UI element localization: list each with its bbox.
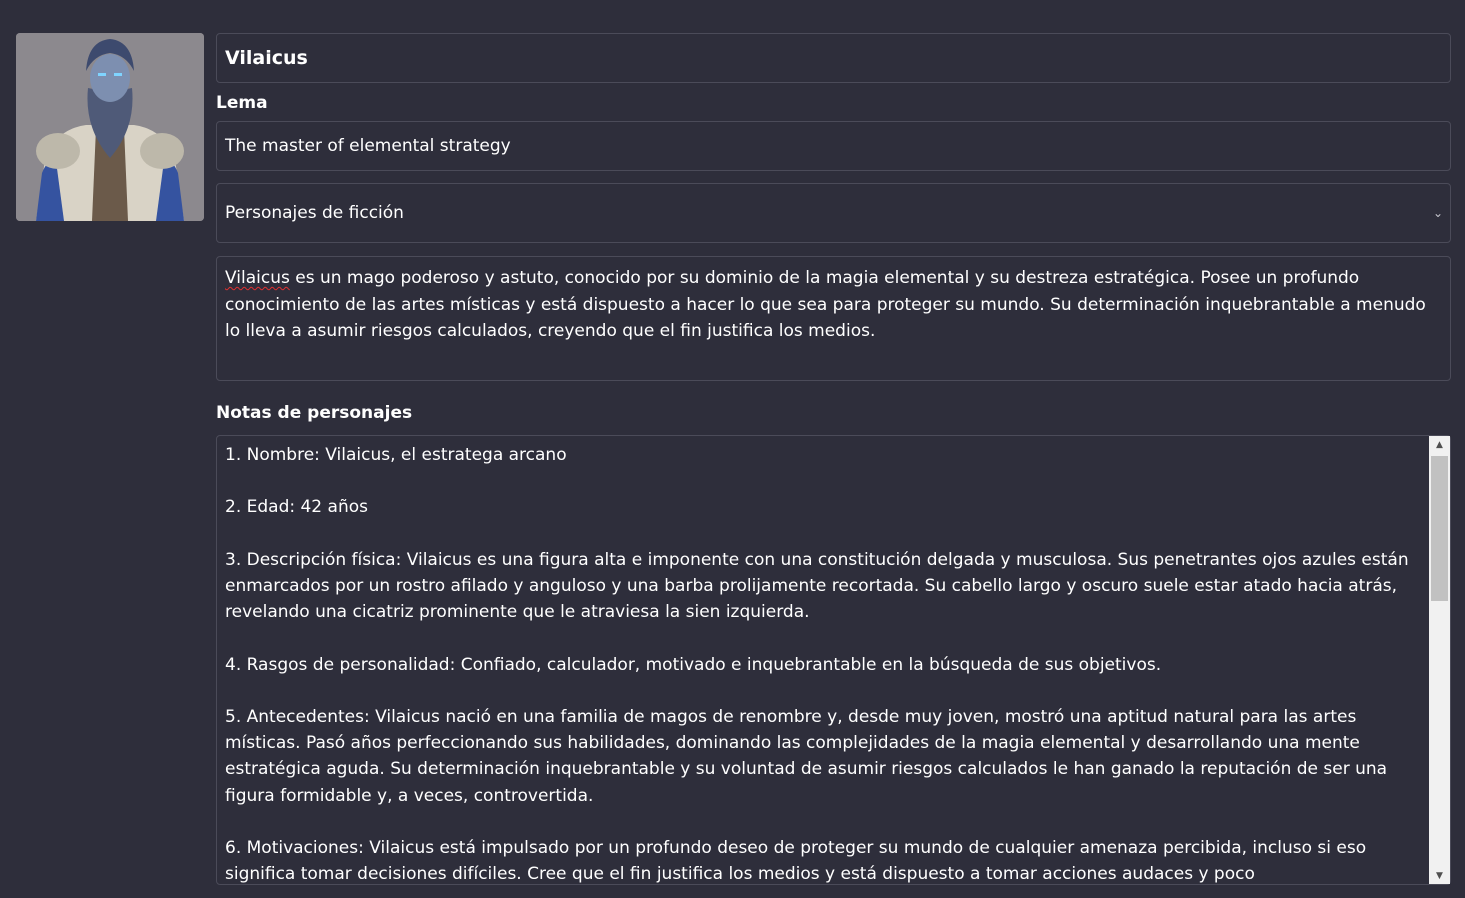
- lema-input[interactable]: [216, 121, 1451, 171]
- character-avatar[interactable]: [16, 33, 204, 221]
- scroll-down-arrow-icon[interactable]: ▼: [1436, 870, 1443, 881]
- notes-label: Notas de personajes: [216, 403, 413, 423]
- chevron-down-icon: ⌄: [1432, 206, 1443, 220]
- wizard-portrait-image: [16, 33, 204, 221]
- category-selected-value: Personajes de ficción: [225, 203, 404, 223]
- character-name-input[interactable]: [216, 33, 1451, 83]
- notes-item: 3. Descripción física: Vilaicus es una figura alta e imponente con una constitución delgada y musculosa. Sus penetrantes ojos azules están enmarcados por un rostro afilado y anguloso y una barba prolijamente recortada. Su cabello largo y oscuro suele estar atado hacia atrás, revelando una cicatriz prominente que le atraviesa la sien izquierda.: [225, 549, 1409, 623]
- scrollbar-thumb[interactable]: [1431, 456, 1448, 601]
- notes-item: 4. Rasgos de personalidad: Confiado, calculador, motivado e inquebrantable en la búsqueda de sus objetivos.: [225, 654, 1162, 675]
- notes-item: 6. Motivaciones: Vilaicus está impulsado por un profundo deseo de proteger su mundo de cualquier amenaza percibida, incluso si eso significa tomar decisiones difíciles. Cree que el fin justifica los medios y está dispuesto a tomar acciones audaces y poco: [225, 837, 1367, 885]
- description-textarea[interactable]: [216, 256, 1451, 381]
- description-first-word: Vilaicus: [225, 268, 290, 288]
- notes-item: 1. Nombre: Vilaicus, el estratega arcano: [225, 445, 567, 465]
- notes-textarea[interactable]: [216, 435, 1451, 885]
- character-name-text: Vilaicus: [225, 47, 308, 69]
- notes-scrollbar[interactable]: [1429, 436, 1450, 884]
- description-text: es un mago poderoso y astuto, conocido por su dominio de la magia elemental y su destreza estratégica. Posee un profundo conocimiento de las artes místicas y está dispuesto a hacer lo que sea para proteger su mundo. Su determinación inquebrantable a menudo lo lleva a asumir riesgos calculados, creyendo que el fin justifica los medios.: [225, 268, 1426, 341]
- scroll-up-arrow-icon[interactable]: ▲: [1436, 439, 1443, 450]
- lema-label: Lema: [216, 93, 268, 113]
- notes-item: 5. Antecedentes: Vilaicus nació en una familia de magos de renombre y, desde muy joven, mostró una aptitud natural para las artes místicas. Pasó años perfeccionando sus habilidades, dominando las complejidades de la magia elemental y desarrollando una mente estratégica aguda. Su determinación inquebrantable y su voluntad de asumir riesgos calculados le han ganado la reputación de ser una figura formidable y, a veces, controvertida.: [225, 706, 1388, 806]
- lema-value: The master of elemental strategy: [225, 136, 511, 156]
- category-select[interactable]: [216, 183, 1451, 243]
- notes-item: 2. Edad: 42 años: [225, 497, 368, 518]
